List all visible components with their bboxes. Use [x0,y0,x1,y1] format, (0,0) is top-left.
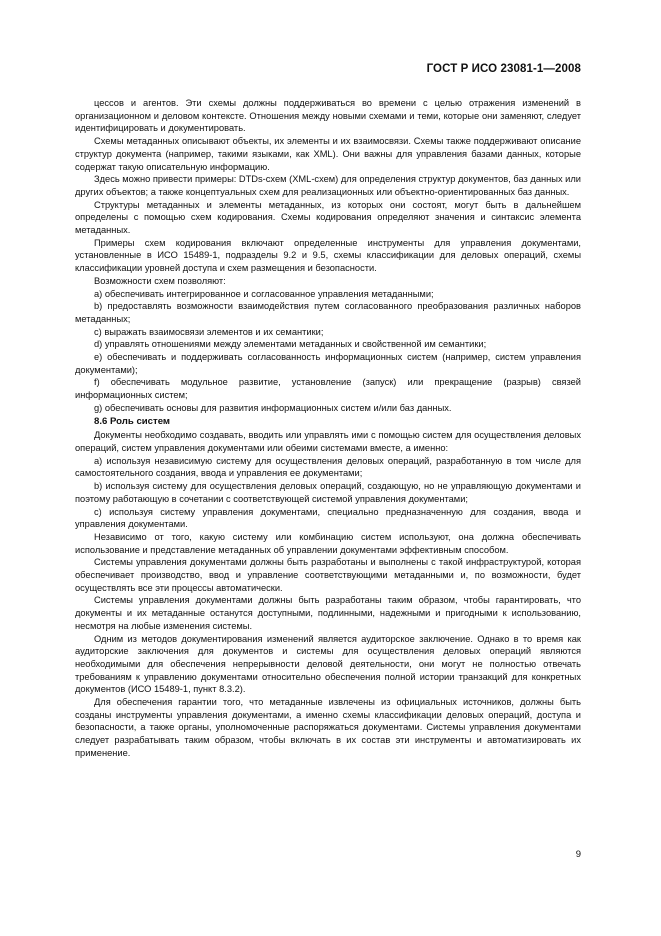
document-header: ГОСТ Р ИСО 23081-1—2008 [426,63,581,75]
list-item: c) используя систему управления документами, специально предназначенную для создания, ввода и управления документами. [75,506,581,530]
paragraph: Документы необходимо создавать, вводить или управлять ими с помощью систем для осуществления деловых операций, систем управления документами или обеими системами вместе, а именно: [75,430,581,453]
list-item: g) обеспечивать основы для развития информационных систем и/или баз данных. [94,402,452,413]
page-number: 9 [575,849,581,860]
paragraph: Здесь можно привести примеры: DTDs-схем (XML-схем) для определения структур документов, баз данных или других объектов; а также концептуальных схем для реализационных или объектно-ориентированных баз данных. [75,174,581,197]
list-item: c) выражать взаимосвязи элементов и их семантики; [94,326,324,337]
paragraph: цессов и агентов. Эти схемы должны поддерживаться во времени с целью отражения изменений в организационном и деловом контексте. Отношения между новыми схемами и теми, которые они заменяют, следует идентифицировать и документировать. [75,98,581,134]
list-item: f) обеспечивать модульное развитие, установление (запуск) или прекращение (разрыв) связей информационных систем; [75,377,581,401]
list-item: a) обеспечивать интегрированное и согласованное управления метаданными; [94,288,434,299]
paragraph: Возможности схем позволяют: [94,275,226,286]
paragraph: Системы управления документами должны быть разработаны и выполнены с такой инфраструктурой, которая обеспечивает производство, ввод и управление соответствующими метаданными и, по возможности, будет осуществлять все эти процессы автоматически. [75,557,581,593]
list-item: b) предоставлять возможности взаимодействия путем согласованного преобразования различных наборов метаданных; [75,301,581,324]
list-item: d) управлять отношениями между элементами метаданных и свойственной им семантики; [94,339,487,350]
paragraph: Для обеспечения гарантии того, что метаданные извлечены из официальных источников, должны быть созданы инструменты управления документами, а именно схемы классификации деловых операций, доступа и безопасности, а также органы, уполномоченные распоряжаться документами. Системы управления документами следует разрабатывать таким образом, чтобы включать в их состав эти инструменты и автоматизировать их применение. [75,697,581,758]
paragraph: Структуры метаданных и элементы метаданных, из которых они состоят, могут быть в дальнейшем определены с помощью схем кодирования. Схемы кодирования определяют значения и синтаксис элемента метаданных. [75,199,581,236]
list-item: e) обеспечивать и поддерживать согласованность информационных систем (например, систем управления документами); [75,352,581,375]
section-heading: 8.6 Роль систем [94,415,171,427]
paragraph: Системы управления документами должны быть разработаны таким образом, чтобы гарантировать, что документы и их метаданные останутся доступными, подлинными, надежными и пригодными к использованию, несмотря на любые изменения системы. [75,595,581,631]
paragraph: Схемы метаданных описывают объекты, их элементы и их взаимосвязи. Схемы также поддерживают описание структур документа (например, такими языками, как XML). Они важны для управления базами данных, которые содержат такую описательную информацию. [75,136,581,172]
document-body [75,97,581,760]
paragraph: Примеры схем кодирования включают определенные инструменты для управления документами, установленные в ИСО 15489-1, подразделы 9.2 и 9.5, схемы классификации для деловых операций, схемы классификации уровней доступа и схем размещения и безопасности. [75,237,581,274]
list-item: a) используя независимую систему для осуществления деловых операций, разработанную в том числе для самостоятельного создания, ввода и управления ее документами; [75,455,581,479]
list-item: b) используя систему для осуществления деловых операций, создающую, но не управляющую документами и поэтому работающую в сочетании с соответствующей системой управления документами; [75,481,581,504]
paragraph: Одним из методов документирования изменений является аудиторское заключение. Однако в то время как аудиторские заключения для документов и системы для осуществления деловых операций являются необходимыми для обеспечения непрерывности деловой деятельности, они могут не полностью отвечать требованиям к управлению документами относительно обеспечения полной истории транзакций для конкретных документов (ИСО 15489-1, пункт 8.3.2). [75,633,581,695]
paragraph: Независимо от того, какую систему или комбинацию систем используют, она должна обеспечивать использование и представление метаданных об управлении документами эффективным способом. [75,531,581,555]
